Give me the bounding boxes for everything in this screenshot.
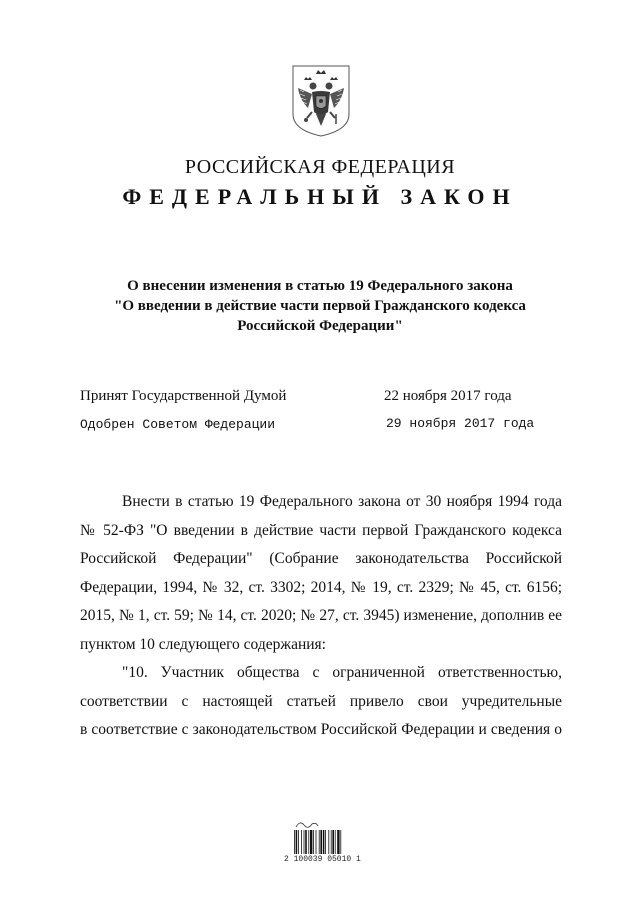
approved-date: 29 ноября 2017 года: [386, 416, 535, 431]
law-title-line: "О введении в действие части первой Гражданского кодекса: [114, 298, 526, 314]
law-title-line: Российской Федерации": [237, 318, 403, 334]
body-line: пунктом 10 следующего содержания:: [80, 635, 326, 653]
adopted-label: Принят Государственной Думой: [80, 388, 287, 404]
adopted-date: 22 ноября 2017 года: [384, 388, 512, 404]
law-body: [80, 488, 562, 745]
barcode: [284, 818, 364, 864]
body-line: Внести в статью 19 Федерального закона от 30 ноября 1994 года: [122, 493, 562, 510]
body-line: Федерации, 1994, № 32, ст. 3302; 2014, № 19, ст. 2329; № 45, ст. 6156;: [80, 578, 562, 596]
signature-mark-icon: [294, 818, 320, 830]
approved-label: Одобрен Советом Федерации: [80, 417, 276, 432]
country-name: РОССИЙСКАЯ ФЕДЕРАЦИЯ: [184, 156, 456, 178]
body-line: соответствии с настоящей статьей привело свои учредительные: [80, 692, 562, 710]
law-title: [80, 276, 560, 336]
barcode-number: 2 100039 05010 1: [284, 855, 361, 864]
body-line: Российской Федерации" (Собрание законодательства Российской: [80, 550, 562, 567]
body-line: 2015, № 1, ст. 59; № 14, ст. 2020; № 27, ст. 3945) изменение, дополнив ее: [80, 607, 562, 624]
body-line: № 52-ФЗ "О введении в действие части первой Гражданского кодекса: [80, 521, 562, 539]
body-line: "10. Участник общества с ограниченной ответственностью,: [122, 664, 562, 681]
body-line: в соответствие с законодательством Российской Федерации и сведения о: [80, 721, 562, 738]
law-title-line: О внесении изменения в статью 19 Федерального закона: [127, 278, 513, 294]
russian-coat-of-arms-icon: [290, 64, 352, 138]
barcode-bars: [294, 830, 362, 854]
document-type: ФЕДЕРАЛЬНЫЙ ЗАКОН: [122, 184, 518, 209]
